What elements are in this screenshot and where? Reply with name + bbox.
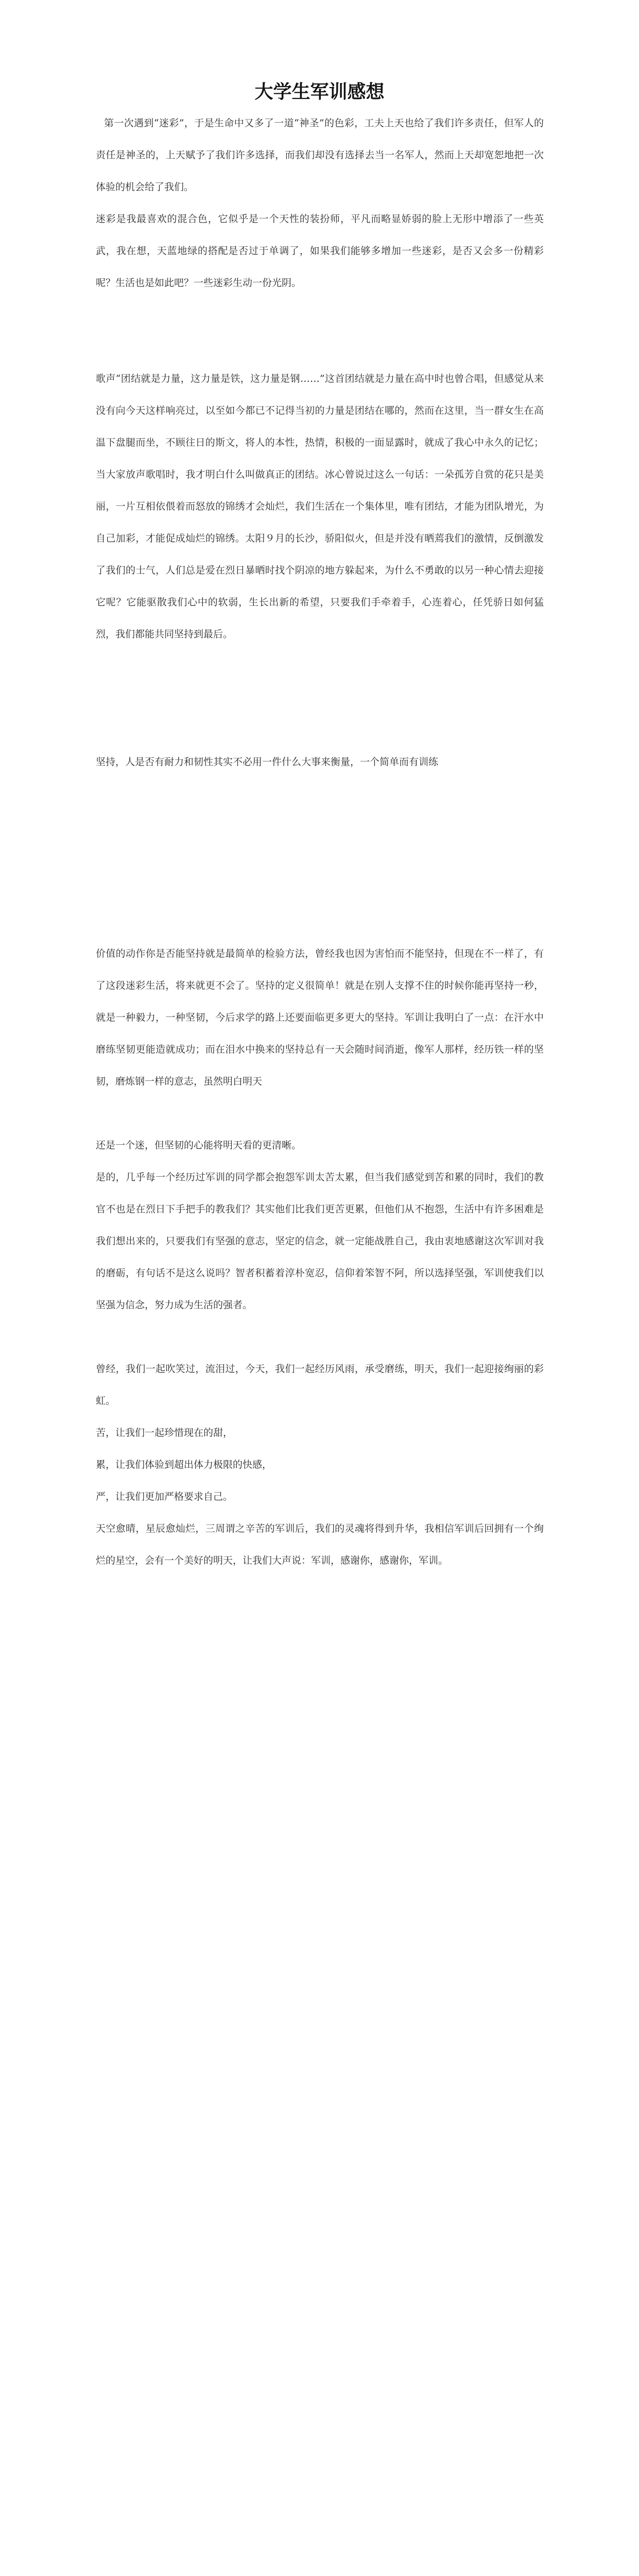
paragraph-persistence: 坚持，人是否有耐力和韧性其实不必用一件什么大事来衡量，一个简单而有训练 [96,756,439,768]
paragraph-strict: 严，让我们更加严格要求自己。 [96,1491,233,1502]
paragraph-first-encounter: 第一次遇到“迷彩”，于是生命中又多了一道“神圣”的色彩，工夫上天也给了我们许多责任，但军人的责任是神圣的，上天赋予了我们许多选择，而我们却没有选择去当一名军人，然而上天却宽恕地把一次体验的机会给了我们。 [96,117,544,193]
paragraph-camouflage: 迷彩是我最喜欢的混合色，它似乎是一个天性的装扮师，平凡而略显娇弱的脸上无形中增添了一些英武，我在想，天蓝地绿的搭配是否过于单调了，如果我们能够多增加一些迷彩，是否又会多一份精彩呢？生活也是如此吧？一些迷彩生动一份光阴。 [96,213,544,289]
paragraph-persistence-continued: 价值的动作你是否能坚持就是最简单的检验方法，曾经我也因为害怕而不能坚持，但现在不一样了，有了这段迷彩生活，将来就更不会了。坚持的定义很简单！就是在别人支撑不住的时候你能再坚持一秒，就是一种毅力，一种坚韧，今后求学的路上还要面临更多更大的坚持。军训让我明白了一点：在汗水中磨练坚韧更能造就成功；而在泪水中换来的坚持总有一天会随时间消逝，像军人那样，经历铁一样的坚韧，磨炼钢一样的意志，虽然明白明天 [96,948,544,1087]
paragraph-bitter: 苦，让我们一起珍惜现在的甜， [96,1427,233,1438]
paragraph-together: 曾经，我们一起吹笑过，流泪过，今天，我们一起经历风雨，承受磨练，明天，我们一起迎接绚丽的彩虹。 [96,1363,544,1406]
paragraph-conclusion: 天空愈晴，星辰愈灿烂，三周谓之辛苦的军训后，我们的灵魂将得到升华，我相信军训后回拥有一个绚烂的星空，会有一个美好的明天，让我们大声说：军训，感谢你，感谢你，军训。 [96,1523,544,1566]
paragraph-hardship: 是的，几乎每一个经历过军训的同学都会抱怨军训太苦太累，但当我们感觉到苦和累的同时，我们的教官不也是在烈日下手把手的教我们？其实他们比我们更苦更累，但他们从不抱怨，生活中有许多困难是我们想出来的，只要我们有坚强的意志，坚定的信念，就一定能战胜自己，我由衷地感谢这次军训对我的磨砺，有句话不是这么说吗？智者积蓄着淳朴宽忍，信仰着笨智不阿，所以选择坚强，军训使我们以坚强为信念，努力成为生活的强者。 [96,1172,544,1311]
paragraph-tomorrow: 还是一个迷，但坚韧的心能将明天看的更清晰。 [96,1140,302,1151]
paragraph-unity-song: 歌声“团结就是力量，这力量是铁，这力量是钢……”这首团结就是力量在高中时也曾合唱，但感觉从来没有向今天这样响亮过，以至如今都已不记得当初的力量是团结在哪的，然而在这里，当一群女生在高温下盘腿而坐，不顾往日的斯文，将人的本性，热情，积极的一面显露时，就成了我心中永久的记忆；当大家放声歌唱时，我才明白什么叫做真正的团结。冰心曾说过这么一句话：一朵孤芳自赏的花只是美丽，一片互相依偎着而怒放的锦绣才会灿烂，我们生活在一个集体里，唯有团结，才能为团队增光，为自己加彩，才能促成灿烂的锦绣。太阳９月的长沙，骄阳似火，但是并没有晒蔫我们的激情，反倒激发了我们的士气，人们总是爱在烈日暴晒时找个阴凉的地方躲起来，为什么不勇敢的以另一种心情去迎接它呢？它能驱散我们心中的软弱，生长出新的希望，只要我们手牵着手，心连着心，任凭骄日如何猛烈，我们都能共同坚持到最后。 [96,373,544,640]
paragraph-tired: 累，让我们体验到超出体力极限的快感， [96,1459,272,1470]
document-title: 大学生军训感想 [254,81,385,103]
